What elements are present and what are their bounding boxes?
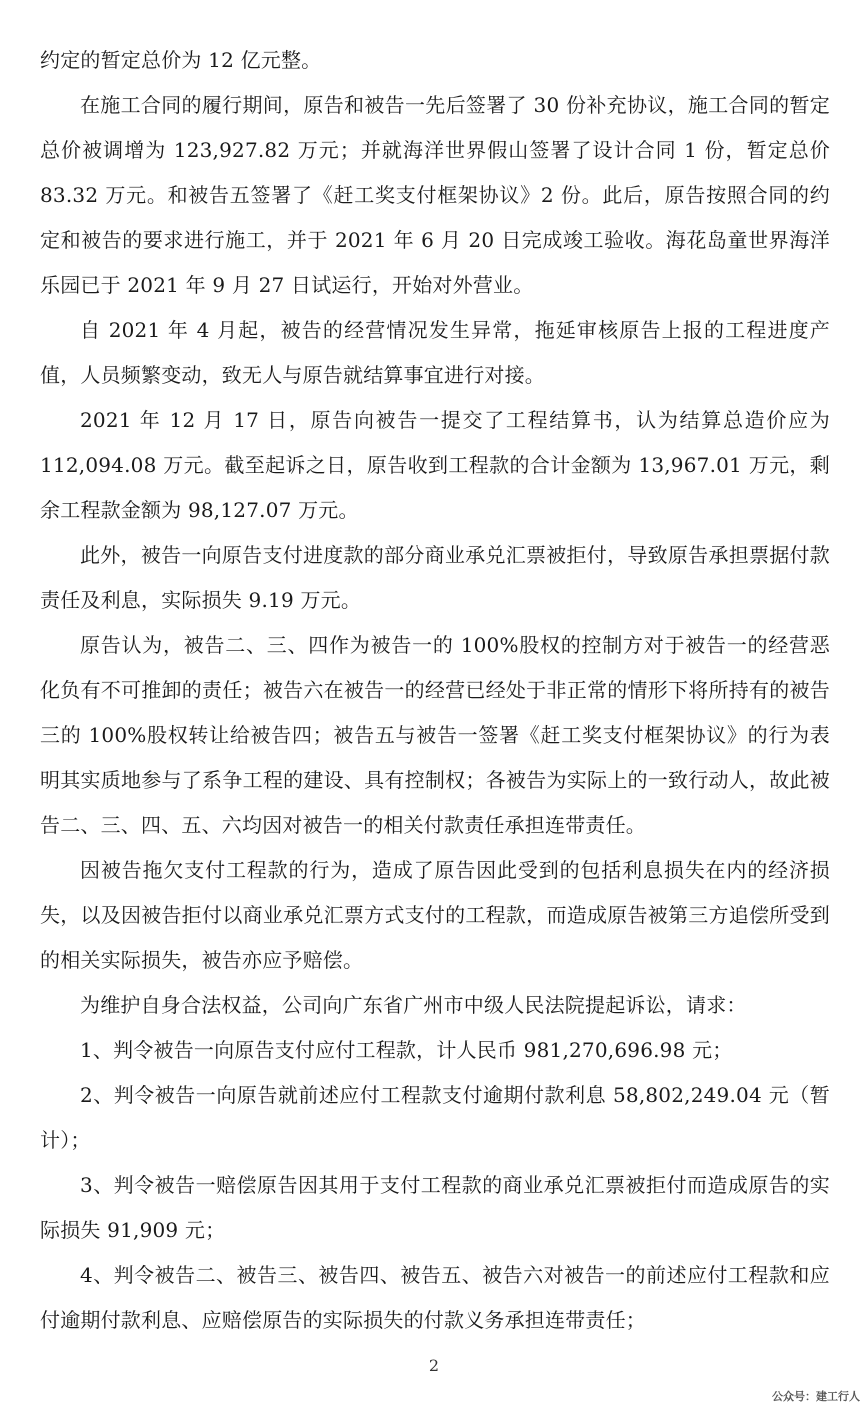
paragraph-operation-abnormal: 自 2021 年 4 月起，被告的经营情况发生异常，拖延审核原告上报的工程进度产值，人员频繁变动，致无人与原告就结算事宜进行对接。 [40, 318, 830, 387]
claim-item-4: 4、判令被告二、被告三、被告四、被告五、被告六对被告一的前述应付工程款和应付逾期付款利息、应赔偿原告的实际损失的付款义务承担连带责任； [40, 1263, 830, 1332]
page-number: 2 [428, 1356, 440, 1375]
claim-item-2: 2、判令被告一向原告就前述应付工程款支付逾期付款利息 58,802,249.04 元（暂计）； [40, 1083, 830, 1152]
paragraph-plaintiff-opinion: 原告认为，被告二、三、四作为被告一的 100%股权的控制方对于被告一的经营恶化负有不可推卸的责任；被告六在被告一的经营已经处于非正常的情形下将所持有的被告三的 100%股权转让给被告四；被告五与被告一签署《赶工奖支付框架协议》的行为表明其实质地参与了系争工程的建设、具有控制权；各被告为实际上的一致行动人，故此被告二、三、四、五、六均因对被告一的相关付款责任承担连带责任。 [40, 633, 830, 837]
paragraph-lawsuit: 为维护自身合法权益，公司向广东省广州市中级人民法院提起诉讼，请求： [80, 993, 747, 1017]
paragraph-continuation: 约定的暂定总价为 12 亿元整。 [40, 48, 322, 72]
paragraph-dishonored-bills: 此外，被告一向原告支付进度款的部分商业承兑汇票被拒付，导致原告承担票据付款责任及利息，实际损失 9.19 万元。 [40, 543, 830, 612]
paragraph-compensation: 因被告拖欠支付工程款的行为，造成了原告因此受到的包括利息损失在内的经济损失，以及因被告拒付以商业承兑汇票方式支付的工程款，而造成原告被第三方追偿所受到的相关实际损失，被告亦应予赔偿。 [40, 858, 830, 972]
document-body [40, 38, 830, 1343]
paragraph-settlement: 2021 年 12 月 17 日，原告向被告一提交了工程结算书，认为结算总造价应为 112,094.08 万元。截至起诉之日，原告收到工程款的合计金额为 13,967.01 万元，剩余工程款金额为 98,127.07 万元。 [40, 408, 830, 522]
watermark: 公众号：建工行人 [772, 1390, 860, 1403]
claim-item-1: 1、判令被告一向原告支付应付工程款，计人民币 981,270,696.98 元； [80, 1038, 733, 1062]
paragraph-supplementary-agreements: 在施工合同的履行期间，原告和被告一先后签署了 30 份补充协议，施工合同的暂定总价被调增为 123,927.82 万元；并就海洋世界假山签署了设计合同 1 份，暂定总价 83.32 万元。和被告五签署了《赶工奖支付框架协议》2 份。此后，原告按照合同的约定和被告的要求进行施工，并于 2021 年 6 月 20 日完成竣工验收。海花岛童世界海洋乐园已于 2021 年 9 月 27 日试运行，开始对外营业。 [40, 93, 830, 297]
claim-item-3: 3、判令被告一赔偿原告因其用于支付工程款的商业承兑汇票被拒付而造成原告的实际损失 91,909 元； [40, 1173, 830, 1242]
